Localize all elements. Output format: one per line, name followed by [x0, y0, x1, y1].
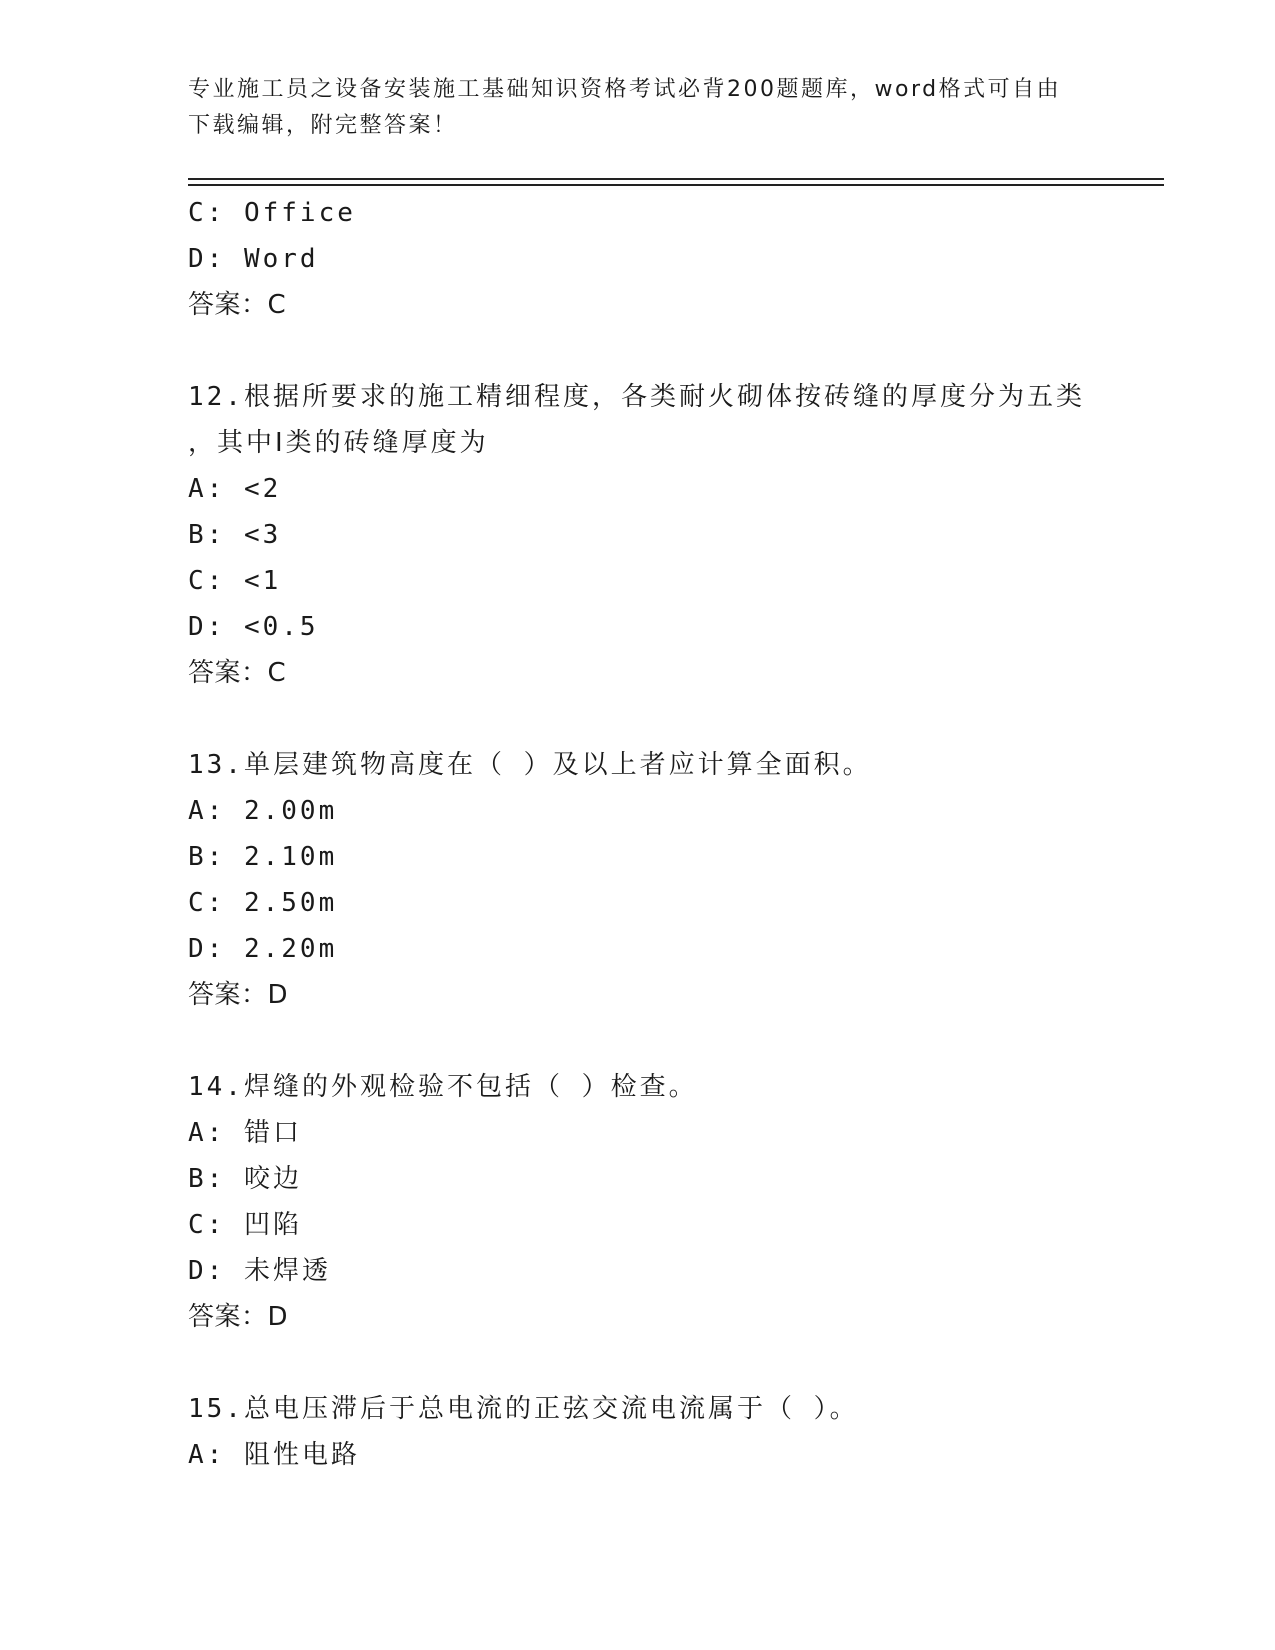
option-d: D: 未焊透 [188, 1256, 331, 1286]
question-list [188, 190, 1148, 1478]
option-d: D: 2.20m [188, 934, 338, 964]
option-c: C: 凹陷 [188, 1210, 302, 1240]
answer-line: 答案：C [188, 290, 287, 320]
title-line-2: 下载编辑，附完整答案！ [188, 113, 458, 138]
spacer [188, 328, 1148, 374]
option-d: D: Word [188, 244, 319, 274]
header-divider-top [188, 178, 1164, 180]
question-13 [188, 742, 1148, 1018]
question-11-continued [188, 190, 1148, 328]
option-c: C: <1 [188, 566, 282, 596]
option-a: A: <2 [188, 474, 282, 504]
option-a: A: 阻性电路 [188, 1440, 360, 1470]
answer-line: 答案：D [188, 1302, 289, 1332]
option-c: C: Office [188, 198, 356, 228]
question-stem: 14.焊缝的外观检验不包括（ ）检查。 [188, 1072, 698, 1102]
document-title [188, 72, 1088, 144]
spacer [188, 696, 1148, 742]
option-a: A: 2.00m [188, 796, 338, 826]
question-15 [188, 1386, 1148, 1478]
option-b: B: <3 [188, 520, 282, 550]
question-14 [188, 1064, 1148, 1340]
spacer [188, 1018, 1148, 1064]
header-divider-bottom [188, 184, 1164, 186]
question-stem: 15.总电压滞后于总电流的正弦交流电流属于（ ）。 [188, 1394, 859, 1424]
answer-line: 答案：C [188, 658, 287, 688]
option-a: A: 错口 [188, 1118, 302, 1148]
answer-line: 答案：D [188, 980, 289, 1010]
spacer [188, 1340, 1148, 1386]
question-stem: 13.单层建筑物高度在（ ）及以上者应计算全面积。 [188, 750, 872, 780]
title-line-1: 专业施工员之设备安装施工基础知识资格考试必背200题题库，word格式可自由 [188, 77, 1062, 102]
option-d: D: <0.5 [188, 612, 319, 642]
question-stem: 12.根据所要求的施工精细程度，各类耐火砌体按砖缝的厚度分为五类 [188, 382, 1085, 412]
option-b: B: 2.10m [188, 842, 338, 872]
question-stem-continued: ，其中Ⅰ类的砖缝厚度为 [188, 428, 489, 458]
question-12 [188, 374, 1148, 696]
option-b: B: 咬边 [188, 1164, 302, 1194]
option-c: C: 2.50m [188, 888, 338, 918]
